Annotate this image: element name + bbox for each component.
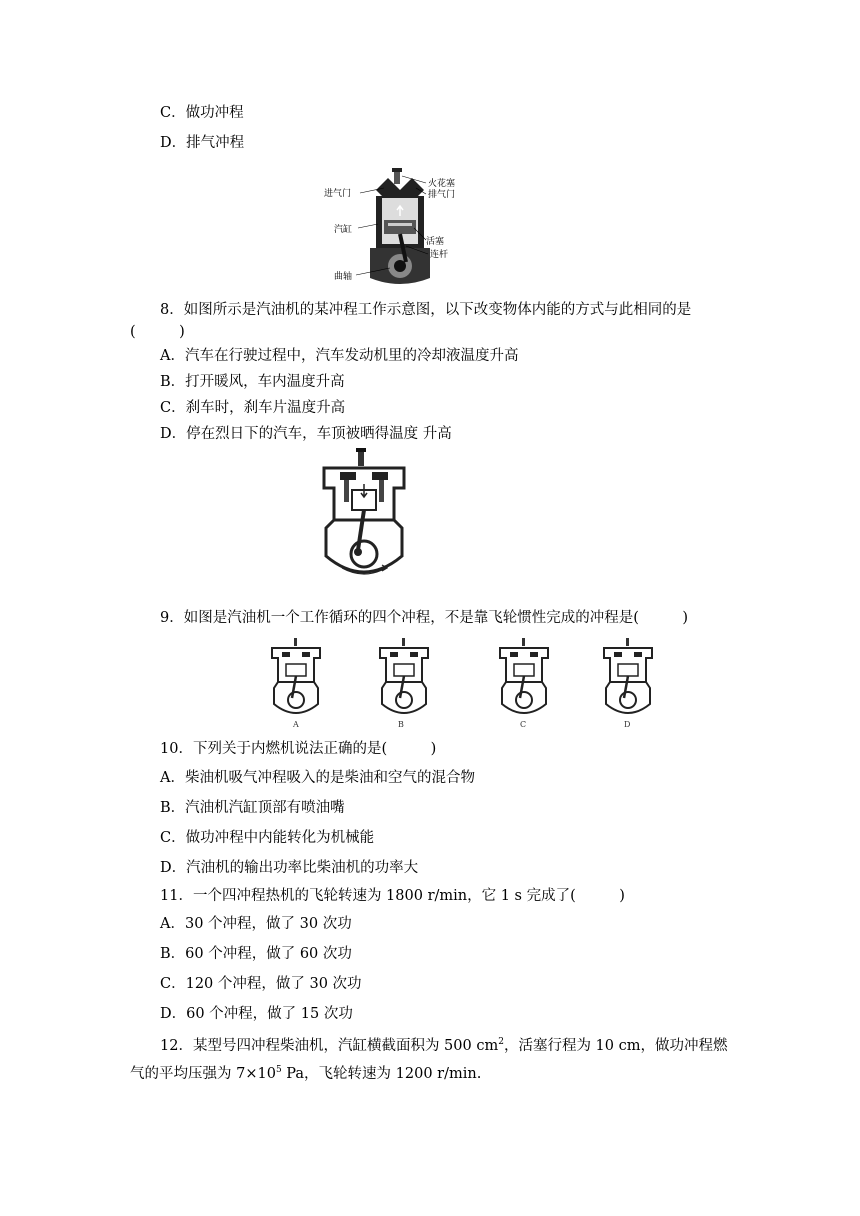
q11-option-c: C．120 个冲程，做了 30 次功: [160, 976, 362, 992]
q10-option-c: C．做功冲程中内能转化为机械能: [160, 830, 375, 846]
q8-option-c: C．刹车时，刹车片温度升高: [160, 400, 346, 416]
q10-stem: 10．下列关于内燃机说法正确的是( ): [160, 741, 437, 757]
stroke-figure-c: [500, 638, 548, 713]
label-exhaust-valve: 排气门: [428, 190, 456, 200]
q12-line1-text-a: 12．某型号四冲程柴油机，汽缸横截面积为 500 cm: [160, 1038, 499, 1054]
label-crankshaft: 曲轴: [334, 272, 353, 282]
stroke-caption-a: A: [293, 720, 299, 729]
q8-stem-line2: ( ): [130, 324, 185, 340]
q8-stem-line1: 8．如图所示是汽油机的某冲程工作示意图，以下改变物体内能的方式与此相同的是: [160, 302, 692, 318]
q11-option-d: D．60 个冲程，做了 15 次功: [160, 1006, 353, 1022]
q12-line1-superscript: 2: [498, 1037, 504, 1047]
stroke-caption-d: D: [624, 720, 631, 729]
engine-stroke-diagram: [318, 448, 410, 582]
q12-line1: [160, 1036, 728, 1056]
stroke-figure-d: [604, 638, 652, 713]
label-cylinder: 汽缸: [334, 225, 353, 235]
q11-stem: 11．一个四冲程热机的飞轮转速为 1800 r/min，它 1 s 完成了( ): [160, 888, 625, 904]
label-spark-plug: 火花塞: [428, 179, 456, 189]
q7-option-d: D．排气冲程: [160, 135, 245, 151]
label-connecting-rod: 连杆: [430, 250, 449, 260]
label-intake-valve: 进气门: [324, 189, 352, 199]
q12-line2: [130, 1064, 481, 1084]
q10-option-b: B．汽油机汽缸顶部有喷油嘴: [160, 800, 345, 816]
stroke-figure-b: [380, 638, 428, 713]
q8-option-a: A．汽车在行驶过程中，汽车发动机里的冷却液温度升高: [160, 348, 519, 364]
q11-option-b: B．60 个冲程，做了 60 次功: [160, 946, 352, 962]
q12-line2-text-b: Pa，飞轮转速为 1200 r/min.: [281, 1066, 482, 1082]
q7-option-c: C．做功冲程: [160, 105, 244, 121]
label-piston: 活塞: [426, 237, 445, 247]
stroke-caption-c: C: [520, 720, 527, 729]
q12-line2-superscript: 5: [275, 1065, 282, 1075]
q10-option-a: A．柴油机吸气冲程吸入的是柴油和空气的混合物: [160, 770, 475, 786]
stroke-caption-b: B: [398, 720, 404, 729]
stroke-figure-a: [272, 638, 320, 713]
engine-labeled-diagram: [318, 166, 478, 290]
q10-option-d: D．汽油机的输出功率比柴油机的功率大: [160, 860, 419, 876]
q11-option-a: A．30 个冲程，做了 30 次功: [160, 916, 352, 932]
q12-line1-text-b: ，活塞行程为 10 cm，做功冲程燃: [503, 1038, 728, 1054]
q9-stem: 9．如图是汽油机一个工作循环的四个冲程，不是靠飞轮惯性完成的冲程是( ): [160, 610, 689, 626]
q8-option-d: D．停在烈日下的汽车，车顶被晒得温度 升高: [160, 426, 452, 442]
q8-option-b: B．打开暖风，车内温度升高: [160, 374, 345, 390]
q12-line2-text-a: 气的平均压强为 7×10: [130, 1066, 276, 1082]
four-strokes-diagram: [266, 636, 670, 732]
